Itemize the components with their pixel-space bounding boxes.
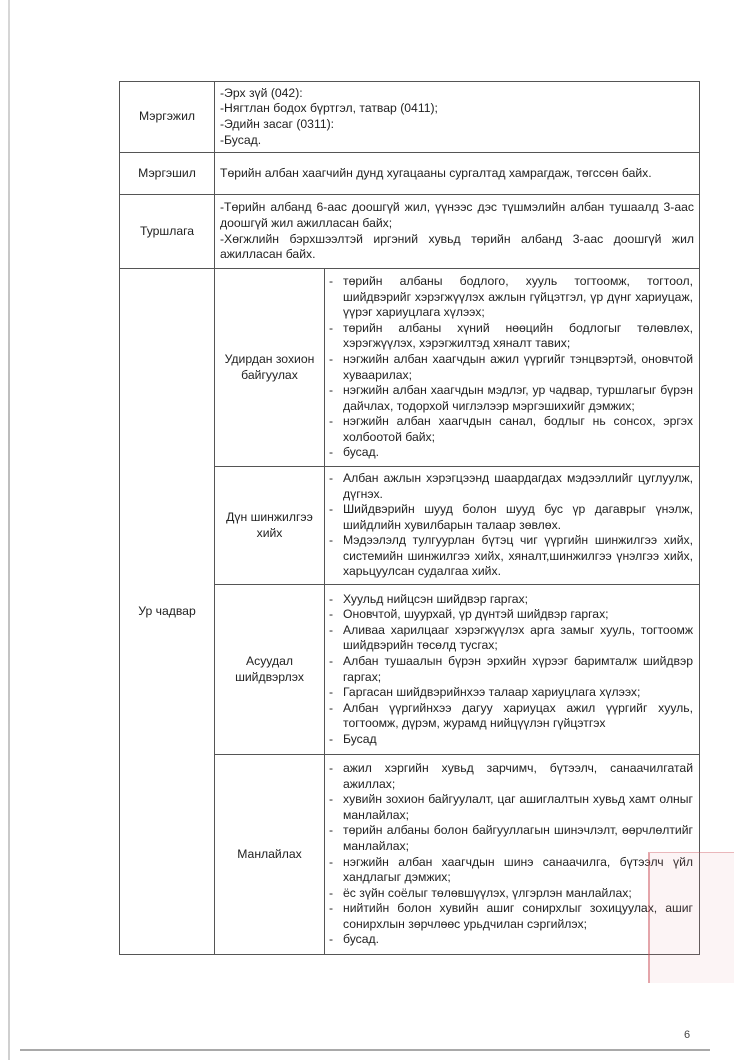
list-item: - Гаргасан шийдвэрийнхээ талаар хариуцлага хүлээх;	[329, 685, 693, 701]
skill-item-list	[325, 469, 699, 582]
list-item: - нийтийн болон хувийн ашиг сонирхлыг зохицуулах, ашиг сонирхлын зөрчлөөс урьдчилан сэргийлэх;	[329, 901, 693, 932]
list-item: - бусад.	[329, 932, 693, 948]
scan-bottom-line	[20, 1049, 710, 1051]
list-item: - ажил хэргийн хувьд зарчимч, бүтээлч, санаачилгатай ажиллах;	[329, 761, 693, 792]
list-item: - ёс зүйн соёлыг төлөвшүүлэх, үлгэрлэн манлайлах;	[329, 886, 693, 902]
specialty-line: -Эдийн засаг (0311):	[220, 117, 335, 131]
list-item: - Бусад	[329, 732, 693, 748]
list-item: - Албан тушаалын бүрэн эрхийн хүрээг баримталж шийдвэр гаргах;	[329, 654, 693, 685]
table-row-skill-group	[120, 269, 700, 467]
list-item: - Албан үүргийнхээ дагуу хариуцах ажил үүргийг хууль, тогтоомж, дүрэм, журамд нийцүүлэн гүйцэтгэх	[329, 701, 693, 732]
skill-item-list	[325, 272, 699, 463]
scan-edge-shadow	[8, 0, 10, 1060]
list-item: - төрийн албаны бодлого, хууль тогтоомж, тогтоол, шийдвэрийг хэрэгжүүлэх ажлын гүйцэтгэл, үр дүнг хариуцаж, үүрэг хариуцлага хүлээх;	[329, 274, 693, 321]
list-item: - бусад.	[329, 445, 693, 461]
table-row-qualification	[120, 153, 700, 195]
skill-group-items	[325, 269, 700, 467]
list-item: - нэгжийн албан хаагчдын санал, бодлыг нь сонсох, эргэх холбоотой байх;	[329, 414, 693, 445]
list-item: - төрийн албаны хүний нөөцийн бодлогыг төлөвлөх, хэрэгжүүлэх, хэрэгжилтэд хяналт тавих;	[329, 321, 693, 352]
qualification-content: Төрийн албан хаагчийн дунд хугацааны сургалтад хамрагдаж, төгссөн байх.	[215, 153, 700, 195]
list-item: - төрийн албаны болон байгууллагын шинэчлэлт, өөрчлөлтийг манлайлах;	[329, 823, 693, 854]
page-number: 6	[684, 1029, 691, 1041]
list-item: - нэгжийн албан хаагчдын мэдлэг, ур чадвар, туршлагыг бүрэн дайчлах, тодорхой чиглэлээр мэргэшихийг дэмжих;	[329, 383, 693, 414]
skill-group-label: Удирдан зохион байгуулах	[215, 269, 325, 467]
skill-group-items	[325, 585, 700, 755]
list-item: - нэгжийн албан хаагчдын шинэ санаачилга, бүтээлч үйл хандлагыг дэмжих;	[329, 855, 693, 886]
experience-line: -Хөгжлийн бэрхшээлтэй иргэний хувьд төрийн албанд 3-аас доошгүй жил ажилласан байх.	[220, 231, 694, 262]
list-item: - хувийн зохион байгуулалт, цаг ашиглалтын хувьд хамт олныг манлайлах;	[329, 792, 693, 823]
row-label-experience: Туршлага	[120, 195, 215, 269]
list-item: - Шийдвэрийн шууд болон шууд бус үр дагаврыг үнэлж, шийдлийн хувилбарын талаар зөвлөх.	[329, 502, 693, 533]
skill-group-label: Манлайлах	[215, 755, 325, 955]
list-item: - Мэдээлэлд тулгуурлан бүтэц чиг үүргийн шинжилгээ хийх, системийн шинжилгээ хийх, хяналт,шинжилгээ үнэлгээ хийх, харьцуулсан судалгаа хийх.	[329, 533, 693, 580]
list-item: - Албан ажлын хэрэгцээнд шаардагдах мэдээллийг цуглуулж, дүгнэх.	[329, 471, 693, 502]
specialty-line: -Нягтлан бодох бүртгэл, татвар (0411);	[220, 101, 438, 116]
specialty-line: -Бусад.	[220, 132, 262, 147]
row-label-specialty: Мэргэжил	[120, 82, 215, 153]
skill-item-list	[325, 759, 699, 950]
skill-group-label: Асуудал шийдвэрлэх	[215, 585, 325, 755]
list-item: - нэгжийн албан хаагчдын ажил үүргийг тэнцвэртэй, оновчтой хуваарилах;	[329, 352, 693, 383]
row-label-skills: Ур чадвар	[120, 269, 215, 955]
seal-stamp	[648, 852, 734, 983]
list-item: - Хуульд нийцсэн шийдвэр гаргах;	[329, 592, 693, 608]
list-item: - Аливаа харилцааг хэрэгжүүлэх арга замыг хууль, тогтоомж шийдвэрийн төсөлд тусгах;	[329, 623, 693, 654]
table-row-specialty	[120, 82, 700, 153]
table-row-experience	[120, 195, 700, 269]
skill-group-label: Дүн шинжилгээ хийх	[215, 467, 325, 585]
requirements-table	[119, 81, 700, 955]
skill-group-items	[325, 467, 700, 585]
list-item: - Оновчтой, шуурхай, үр дүнтэй шийдвэр гаргах;	[329, 607, 693, 623]
experience-line: -Төрийн албанд 6-аас доошгүй жил, үүнээс дэс түшмэлийн албан тушаалд 3-аас доошгүй жил ажилласан байх;	[220, 200, 694, 230]
experience-content	[215, 195, 700, 269]
row-label-qualification: Мэргэшил	[120, 153, 215, 195]
specialty-line: -Эрх зүй (042):	[220, 85, 303, 100]
skill-item-list	[325, 590, 699, 750]
specialty-content	[215, 82, 700, 153]
skill-group-items	[325, 755, 700, 955]
